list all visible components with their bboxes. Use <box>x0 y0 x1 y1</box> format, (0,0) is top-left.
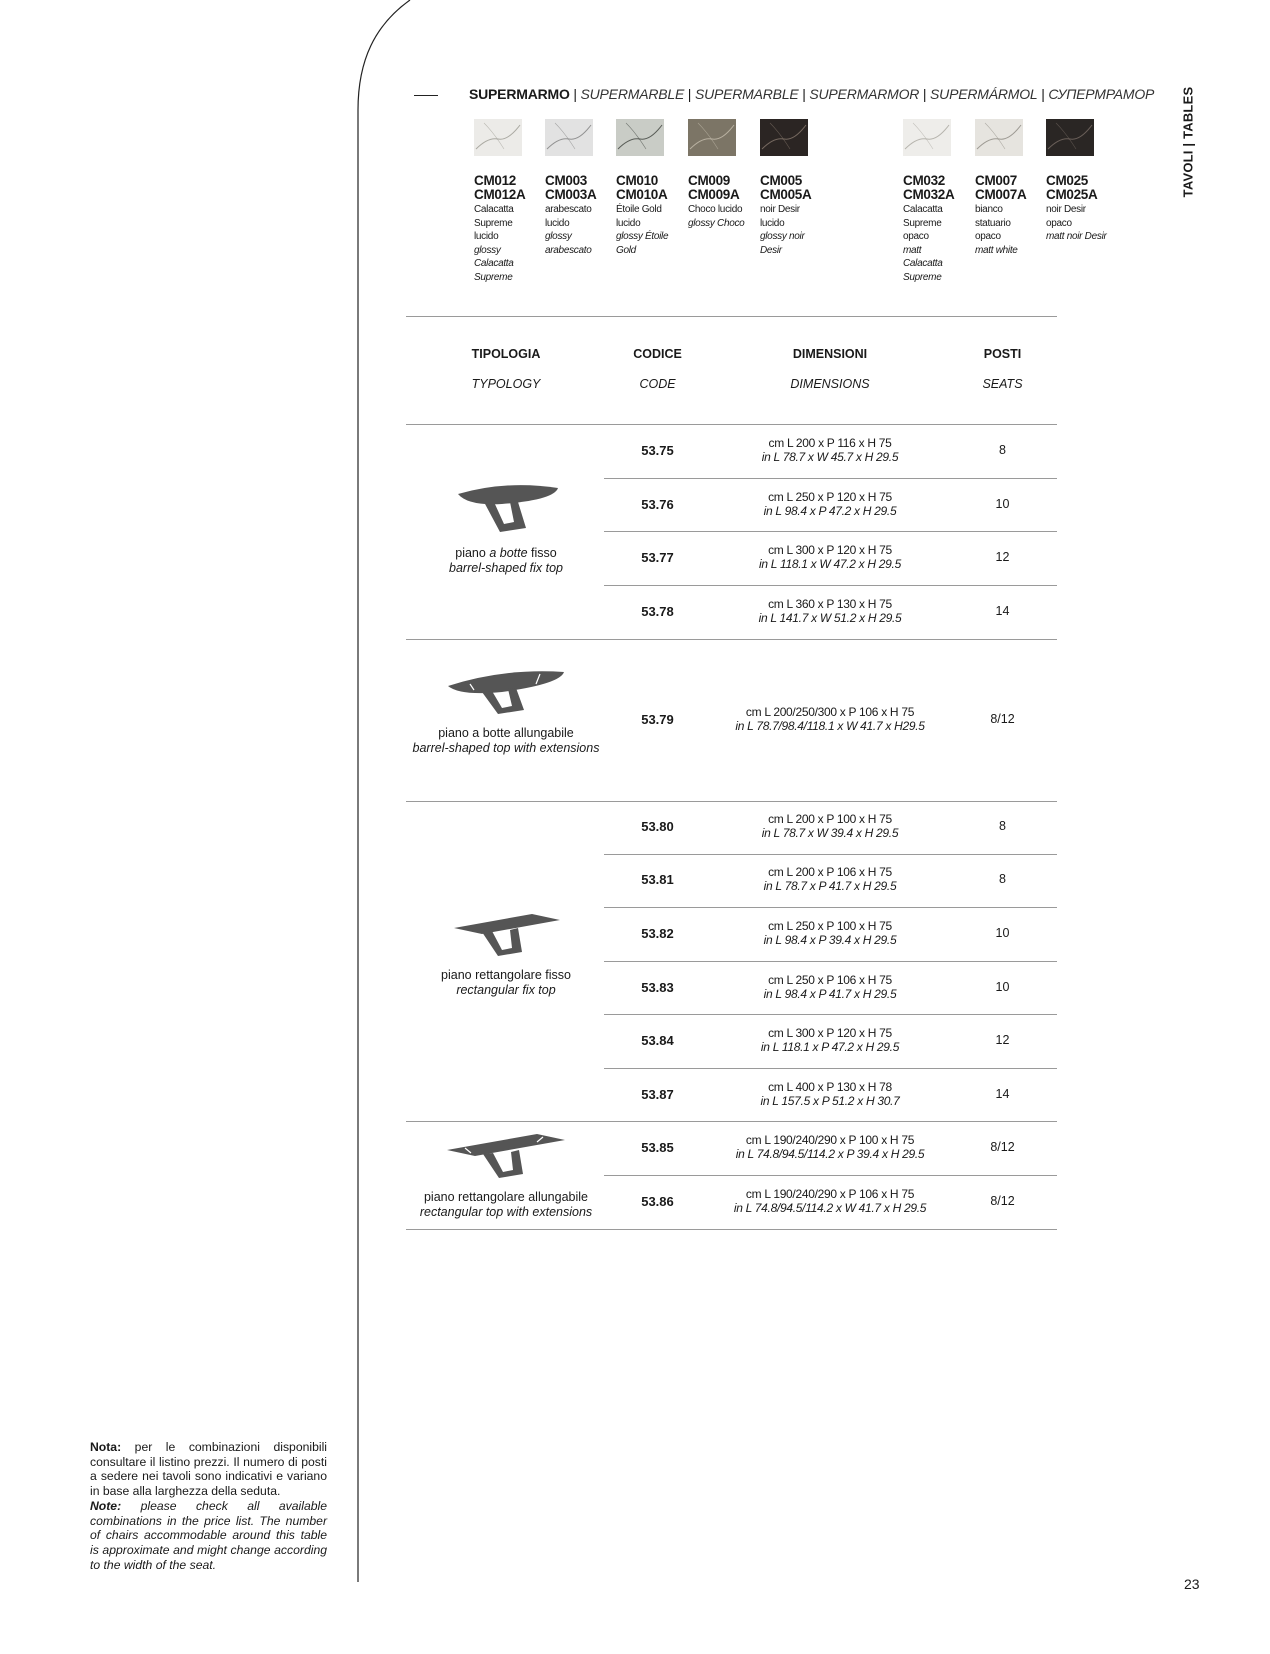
row-dimensions: cm L 190/240/290 x P 100 x H 75 in L 74.8/94.5/114.2 x P 39.4 x H 29.5 <box>735 1133 925 1161</box>
row-dimensions: cm L 360 x P 130 x H 75 in L 141.7 x W 51.2 x H 29.5 <box>758 597 902 625</box>
marble-chip <box>688 119 736 156</box>
marble-chip <box>1046 119 1094 156</box>
swatch-description: Calacatta Supreme opaco matt Calacatta Supreme <box>903 204 943 283</box>
row-seats: 10 <box>995 980 1010 994</box>
row-separator <box>604 1014 1057 1015</box>
barrel-fixed-table-icon <box>450 480 562 538</box>
header-translation: SUPERMARBLE <box>694 86 799 102</box>
row-seats: 10 <box>995 497 1010 511</box>
row-dimensions: cm L 190/240/290 x P 106 x H 75 in L 74.8/94.5/114.2 x W 41.7 x H 29.5 <box>733 1187 927 1215</box>
header-separator: | <box>684 86 695 102</box>
typology-rectangular-extendable: piano rettangolare allungabile rectangular top with extensions <box>406 1130 606 1219</box>
marble-chip <box>616 119 664 156</box>
marble-chip <box>474 119 522 156</box>
row-seats: 14 <box>995 604 1010 618</box>
footnote: Nota: per le combinazioni disponibili consultare il listino prezzi. Il numero di posti a sedere nei tavoli sono indicativi e variano in base alla larghezza della seduta. Note: please check all available combinations in the price list. The number of chairs accommodable around this table is approximate and might change according to the width of the seat. <box>90 1440 327 1572</box>
row-dimensions: cm L 200/250/300 x P 106 x H 75 in L 78.7/98.4/118.1 x W 41.7 x H29.5 <box>735 705 925 733</box>
swatch-code: CM003 CM003A <box>545 173 597 202</box>
row-code: 53.75 <box>641 443 674 458</box>
row-separator <box>604 585 1057 586</box>
table-top-rule <box>406 316 1057 317</box>
row-separator <box>604 854 1057 855</box>
marble-chip <box>545 119 593 156</box>
row-code: 53.76 <box>641 497 674 512</box>
header-dash <box>414 95 438 96</box>
row-separator <box>604 478 1057 479</box>
marble-swatch <box>1046 119 1107 244</box>
row-code: 53.84 <box>641 1033 674 1048</box>
marble-swatch <box>616 119 669 257</box>
row-dimensions: cm L 250 x P 106 x H 75 in L 98.4 x P 41.7 x H 29.5 <box>763 973 897 1001</box>
marble-chip <box>903 119 951 156</box>
marble-swatch <box>975 119 1027 257</box>
rectangular-extendable-table-icon <box>443 1130 569 1182</box>
row-separator <box>604 1175 1057 1176</box>
swatch-code: CM025 CM025A <box>1046 173 1098 202</box>
row-code: 53.83 <box>641 980 674 995</box>
row-dimensions: cm L 300 x P 120 x H 75 in L 118.1 x P 47.2 x H 29.5 <box>760 1026 900 1054</box>
row-dimensions: cm L 200 x P 116 x H 75 in L 78.7 x W 45.7 x H 29.5 <box>761 436 899 464</box>
row-dimensions: cm L 250 x P 100 x H 75 in L 98.4 x P 39.4 x H 29.5 <box>763 919 897 947</box>
header-translations <box>570 86 1155 102</box>
typology-rectangular-fixed: piano rettangolare fisso rectangular fix top <box>406 910 606 997</box>
row-code: 53.82 <box>641 926 674 941</box>
row-separator <box>406 639 1057 640</box>
row-dimensions: cm L 200 x P 100 x H 75 in L 78.7 x W 39.4 x H 29.5 <box>761 812 899 840</box>
row-dimensions: cm L 400 x P 130 x H 78 in L 157.5 x P 51.2 x H 30.7 <box>760 1080 900 1108</box>
swatch-description: Étoile Gold lucido glossy Étoile Gold <box>616 204 669 256</box>
row-separator <box>604 961 1057 962</box>
swatch-code: CM005 CM005A <box>760 173 812 202</box>
page-number: 23 <box>1184 1576 1200 1592</box>
row-code: 53.78 <box>641 604 674 619</box>
header-title: SUPERMARMO <box>469 86 570 102</box>
header-translation: SUPERMARBLE <box>580 86 685 102</box>
row-seats: 8/12 <box>990 712 1015 726</box>
row-dimensions: cm L 250 x P 120 x H 75 in L 98.4 x P 47.2 x H 29.5 <box>763 490 897 518</box>
row-code: 53.81 <box>641 872 674 887</box>
header-translation: SUPERMARMOR <box>809 86 920 102</box>
header-code: CODICE CODE <box>633 347 682 391</box>
header-separator: | <box>919 86 931 102</box>
swatch-description: bianco statuario opaco matt white <box>975 204 1018 256</box>
row-dimensions: cm L 200 x P 106 x H 75 in L 78.7 x P 41.7 x H 29.5 <box>763 865 897 893</box>
marble-swatch <box>474 119 526 284</box>
side-tab-label: TAVOLI | TABLES <box>1180 86 1196 198</box>
marble-chip <box>760 119 808 156</box>
header-seats: POSTI SEATS <box>982 347 1023 391</box>
row-separator <box>406 1229 1057 1230</box>
row-dimensions: cm L 300 x P 120 x H 75 in L 118.1 x W 47.2 x H 29.5 <box>759 543 901 571</box>
header-separator: | <box>798 86 810 102</box>
header-separator: | <box>1037 86 1049 102</box>
row-code: 53.87 <box>641 1087 674 1102</box>
row-separator <box>604 907 1057 908</box>
row-seats: 12 <box>995 1033 1010 1047</box>
row-seats: 8 <box>999 819 1006 833</box>
row-code: 53.86 <box>641 1194 674 1209</box>
row-seats: 10 <box>995 926 1010 940</box>
row-code: 53.85 <box>641 1140 674 1155</box>
row-separator <box>406 801 1057 802</box>
rectangular-fixed-table-icon <box>448 910 564 960</box>
side-tab <box>1178 88 1198 196</box>
row-separator <box>406 1121 1057 1122</box>
row-separator <box>604 531 1057 532</box>
header-typology: TIPOLOGIA TYPOLOGY <box>471 347 541 391</box>
header-dimensions: DIMENSIONI DIMENSIONS <box>790 347 870 391</box>
row-code: 53.79 <box>641 712 674 727</box>
swatch-description: Calacatta Supreme lucido glossy Calacatta Supreme <box>474 204 514 283</box>
row-code: 53.77 <box>641 550 674 565</box>
row-code: 53.80 <box>641 819 674 834</box>
row-separator <box>604 1068 1057 1069</box>
typology-barrel-fixed: piano a botte fisso barrel-shaped fix top <box>406 480 606 575</box>
row-seats: 14 <box>995 1087 1010 1101</box>
swatch-description: arabescato lucido glossy arabescato <box>545 204 592 256</box>
swatch-code: CM032 CM032A <box>903 173 955 202</box>
row-seats: 12 <box>995 550 1010 564</box>
typology-barrel-extendable: piano a botte allungabile barrel-shaped top with extensions <box>406 664 606 755</box>
header-bottom-rule <box>406 424 1057 425</box>
swatch-description: noir Desir lucido glossy noir Desir <box>760 204 805 256</box>
header-separator: | <box>569 86 581 102</box>
swatch-code: CM007 CM007A <box>975 173 1027 202</box>
swatch-code: CM009 CM009A <box>688 173 740 202</box>
header-translation: SUPERMÁRMOL <box>930 86 1038 102</box>
row-seats: 8 <box>999 443 1006 457</box>
marble-swatch <box>760 119 812 257</box>
material-header <box>469 86 1154 102</box>
row-seats: 8/12 <box>990 1194 1015 1208</box>
swatch-description: Choco lucido glossy Choco <box>688 204 745 229</box>
header-translation: СУПЕРМРАМОР <box>1048 86 1155 102</box>
marble-swatch <box>903 119 955 284</box>
marble-swatch <box>688 119 745 230</box>
marble-swatch <box>545 119 597 257</box>
row-seats: 8/12 <box>990 1140 1015 1154</box>
swatch-code: CM012 CM012A <box>474 173 526 202</box>
swatch-code: CM010 CM010A <box>616 173 668 202</box>
row-seats: 8 <box>999 872 1006 886</box>
swatch-description: noir Desir opaco matt noir Desir <box>1046 204 1107 242</box>
marble-chip <box>975 119 1023 156</box>
barrel-extendable-table-icon <box>444 664 568 718</box>
